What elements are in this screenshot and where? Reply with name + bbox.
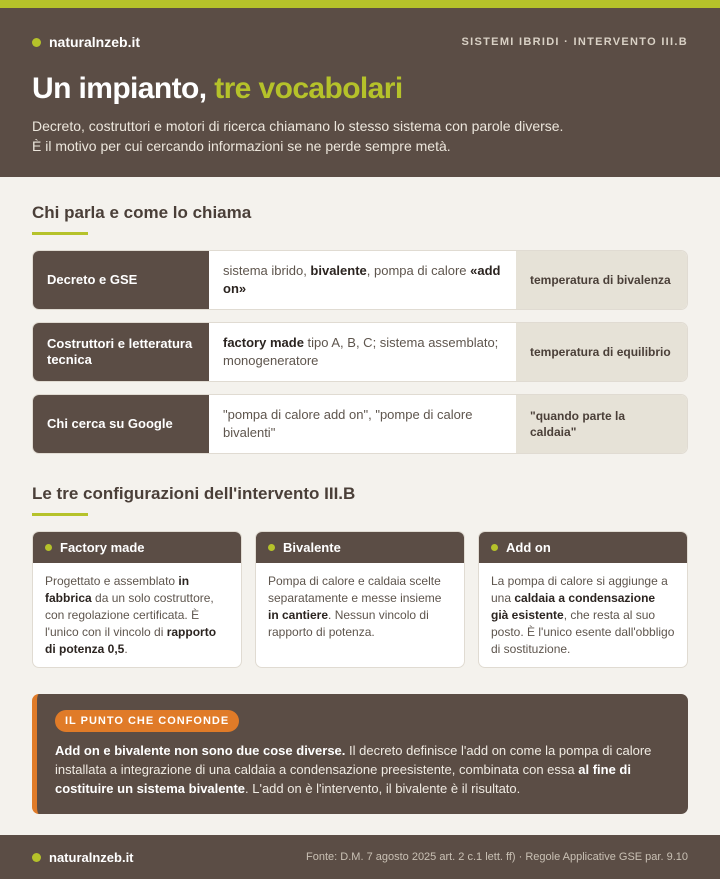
header-tagline: SISTEMI IBRIDI · INTERVENTO III.B bbox=[461, 36, 688, 48]
row-label: Costruttori e letteratura tecnica bbox=[33, 323, 209, 381]
row-terms bbox=[209, 251, 516, 309]
vocabulary-row bbox=[32, 394, 688, 454]
row-terms-text: "pompa di calore add on", "pompe di calore bivalenti" bbox=[223, 407, 473, 440]
row-terms bbox=[209, 395, 516, 453]
subtitle-line-1: Decreto, costruttori e motori di ricerca chiamano lo stesso sistema con parole diverse. bbox=[32, 118, 564, 134]
brand-dot-icon bbox=[32, 38, 41, 47]
section-title-configurations: Le tre configurazioni dell'intervento III.B bbox=[32, 484, 356, 503]
page-footer bbox=[0, 835, 720, 879]
card-text: . Nessun vincolo di rapporto di potenza. bbox=[268, 608, 429, 639]
card-text: , che resta al suo posto. È l'unico esente dall'obbligo di sostituzione. bbox=[491, 608, 675, 656]
card-text: Pompa di calore e caldaia scelte separatamente e messe insieme bbox=[268, 574, 442, 605]
page-subtitle bbox=[32, 116, 688, 156]
bullet-dot-icon bbox=[268, 544, 275, 551]
configurations-section bbox=[0, 466, 720, 668]
configuration-cards bbox=[0, 516, 720, 668]
card-title: Add on bbox=[506, 540, 551, 555]
card-header bbox=[33, 532, 241, 563]
row-extra-term: temperatura di bivalenza bbox=[516, 251, 687, 309]
card-text: da un solo costruttore, con regolazione certificata. È l'unico con il vincolo di bbox=[45, 591, 214, 639]
page-title bbox=[32, 72, 688, 106]
header-row bbox=[32, 34, 688, 50]
subtitle-line-2: È il motivo per cui cercando informazioni se ne perde sempre metà. bbox=[32, 138, 451, 154]
row-label: Decreto e GSE bbox=[33, 251, 209, 309]
term-bold: factory made bbox=[223, 335, 304, 350]
vocabulary-section bbox=[0, 177, 720, 454]
card-add-on bbox=[478, 531, 688, 668]
card-bold: caldaia a condensazione già esistente bbox=[491, 591, 656, 622]
callout-text bbox=[55, 741, 666, 798]
brand-name: naturalnzeb.it bbox=[49, 34, 141, 50]
row-label: Chi cerca su Google bbox=[33, 395, 209, 453]
vocabulary-rows bbox=[0, 235, 720, 454]
callout-bold: al fine di costituire un sistema bivalente bbox=[55, 762, 631, 796]
card-factory-made bbox=[32, 531, 242, 668]
callout-body: . L'add on è l'intervento, il bivalente è il risultato. bbox=[245, 781, 521, 796]
top-accent-bar bbox=[0, 0, 720, 8]
card-text: Progettato e assemblato bbox=[45, 574, 179, 588]
title-accent: tre vocabolari bbox=[214, 72, 403, 105]
bullet-dot-icon bbox=[491, 544, 498, 551]
footer-source: Fonte: D.M. 7 agosto 2025 art. 2 c.1 lett. ff) · Regole Applicative GSE par. 9.10 bbox=[306, 851, 688, 863]
row-terms bbox=[209, 323, 516, 381]
footer-brand-name: naturalnzeb.it bbox=[49, 849, 134, 865]
card-bivalente bbox=[255, 531, 465, 668]
term-text: sistema ibrido, bbox=[223, 263, 311, 278]
card-bold: rapporto di potenza 0,5 bbox=[45, 625, 217, 656]
card-title: Factory made bbox=[60, 540, 145, 555]
row-extra-term: temperatura di equilibrio bbox=[516, 323, 687, 381]
card-body bbox=[479, 563, 687, 668]
card-body bbox=[256, 563, 464, 651]
term-text: tipo A, B, C; sistema assemblato; monogeneratore bbox=[223, 335, 499, 368]
bullet-dot-icon bbox=[45, 544, 52, 551]
card-bold: in cantiere bbox=[268, 608, 329, 622]
title-main: Un impianto, bbox=[32, 72, 207, 105]
page-header bbox=[0, 8, 720, 177]
callout-body: Il decreto definisce l'add on come la pompa di calore installata a integrazione di una caldaia a condensazione preesistente, combinata con essa bbox=[55, 743, 652, 777]
card-text: . bbox=[124, 642, 128, 656]
card-body bbox=[33, 563, 241, 668]
row-extra-term: "quando parte la caldaia" bbox=[516, 395, 687, 453]
callout-badge: IL PUNTO CHE CONFONDE bbox=[55, 710, 239, 732]
key-point-callout bbox=[32, 694, 688, 814]
row-terms-text bbox=[223, 334, 502, 370]
vocabulary-row bbox=[32, 250, 688, 310]
callout-bold: Add on e bivalente non sono due cose diverse. bbox=[55, 743, 346, 758]
row-terms-text bbox=[223, 262, 502, 298]
brand[interactable] bbox=[32, 34, 140, 50]
card-bold: in fabbrica bbox=[45, 574, 190, 605]
card-header bbox=[479, 532, 687, 563]
brand-dot-icon bbox=[32, 853, 41, 862]
term-bold: bivalente bbox=[310, 263, 367, 278]
vocabulary-row bbox=[32, 322, 688, 382]
term-bold: «add on» bbox=[223, 263, 501, 296]
card-header bbox=[256, 532, 464, 563]
card-title: Bivalente bbox=[283, 540, 341, 555]
card-text: La pompa di calore si aggiunge a una bbox=[491, 574, 668, 605]
term-text: , pompa di calore bbox=[366, 263, 471, 278]
footer-brand[interactable] bbox=[32, 850, 134, 865]
section-title-vocabulary: Chi parla e come lo chiama bbox=[32, 203, 252, 222]
